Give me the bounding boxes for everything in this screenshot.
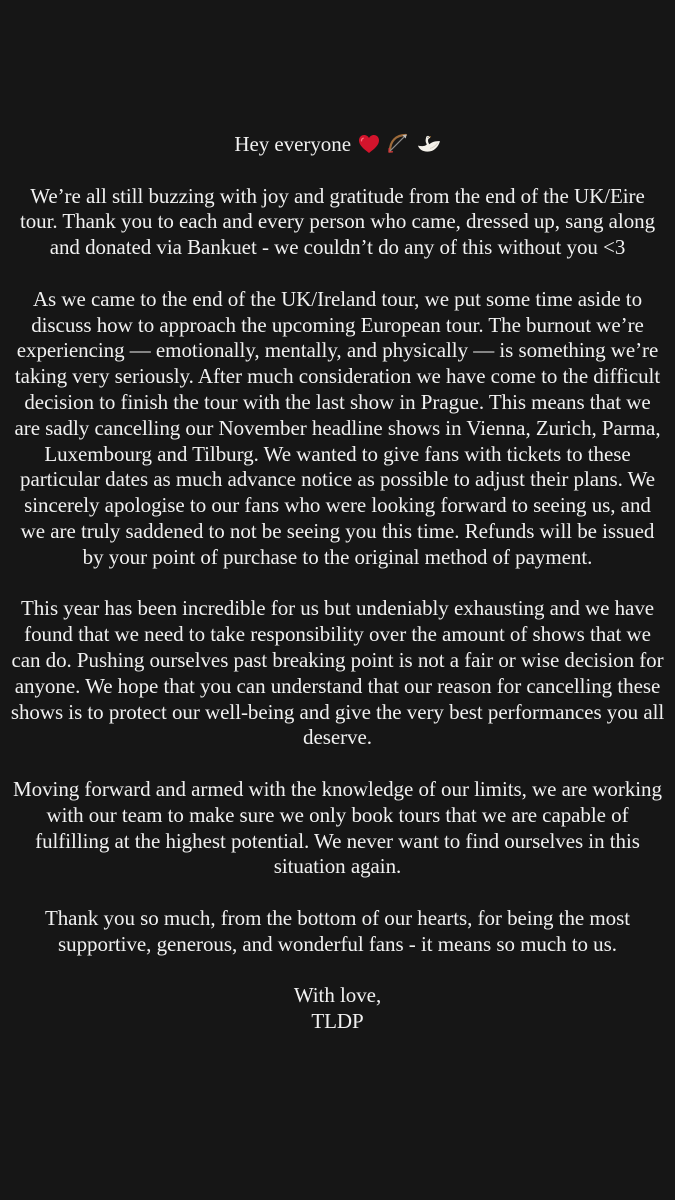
bow-and-arrow-icon bbox=[387, 132, 409, 154]
paragraph-thanks: We’re all still buzzing with joy and gratitude from the end of the UK/Eire tour. Thank you to each and every person who came, dressed up, sang along and donated via Bankuet - we couldn’t do any of this without you <3 bbox=[19, 183, 656, 260]
heart-icon bbox=[358, 134, 380, 154]
paragraph-moving-forward: Moving forward and armed with the knowledge of our limits, we are working with our team to make sure we only book tours that we are capable of fulfilling at the highest potential. We never want to find ourselves in this situation again. bbox=[13, 776, 662, 879]
statement-text-block bbox=[10, 132, 665, 1035]
signoff bbox=[10, 983, 665, 1035]
paragraph-gratitude: Thank you so much, from the bottom of our hearts, for being the most supportive, generous, and wonderful fans - it means so much to us. bbox=[44, 905, 631, 956]
paragraph-cancellation: As we came to the end of the UK/Ireland tour, we put some time aside to discuss how to approach the upcoming European tour. The burnout we’re experiencing — emotionally, mentally, and physically — is something we’re taking very seriously. After much consideration we have come to the difficult decision to finish the tour with the last show in Prague. This means that we are sadly cancelling our November headline shows in Vienna, Zurich, Parma, Luxembourg and Tilburg. We wanted to give fans with tickets to these particular dates as much advance notice as possible to adjust their plans. We sincerely apologise to our fans who were looking forward to seeing us, and we are truly saddened to not be seeing you this time. Refunds will be issued by your point of purchase to the original method of payment. bbox=[14, 286, 661, 569]
greeting-line bbox=[10, 132, 665, 158]
greeting-text: Hey everyone bbox=[234, 132, 351, 156]
signoff-closing: With love, bbox=[293, 983, 382, 1008]
swan-icon bbox=[417, 134, 441, 154]
signoff-name: TLDP bbox=[311, 1009, 364, 1034]
paragraph-responsibility: This year has been incredible for us but undeniably exhausting and we have found that we need to take responsibility over the amount of shows that we can do. Pushing ourselves past breaking point is not a fair or wise decision for anyone. We hope that you can understand that our reason for cancelling these shows is to protect our well-being and give the very best performances you all deserve. bbox=[10, 596, 665, 750]
